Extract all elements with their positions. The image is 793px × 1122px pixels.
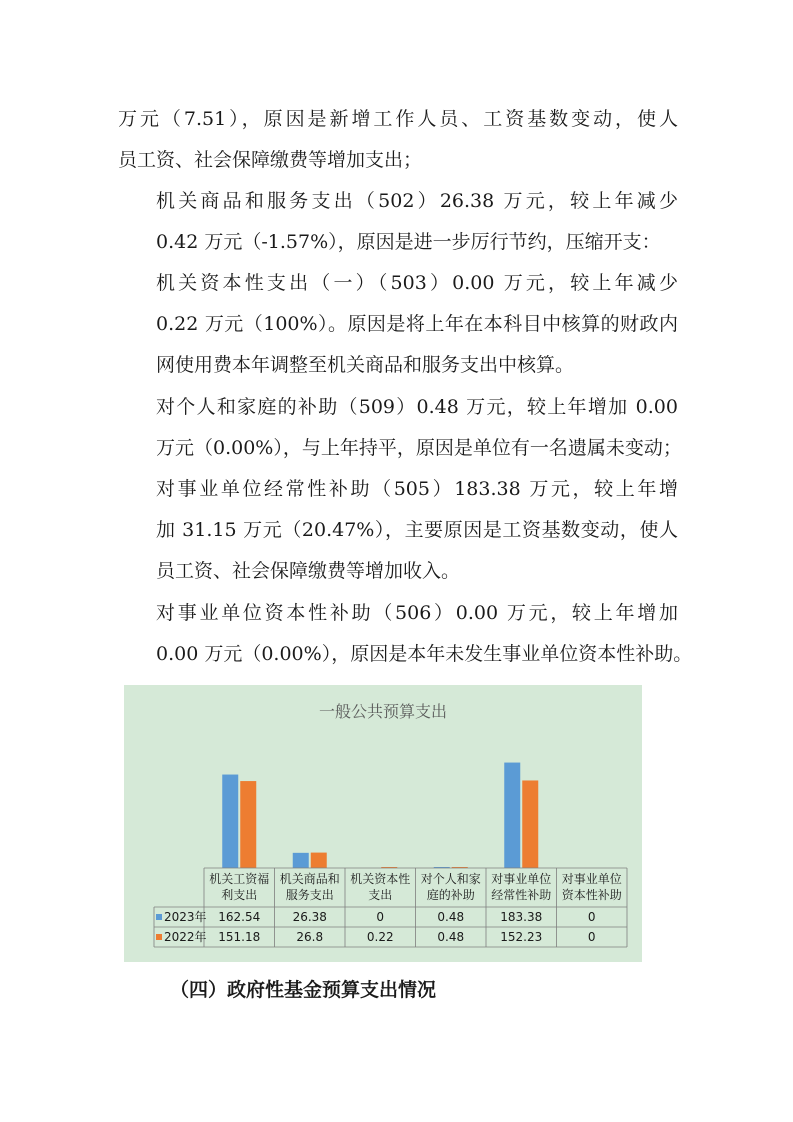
data-value-label: 0	[587, 930, 596, 944]
paragraph-line: 对个人和家庭的补助（509）0.48 万元，较上年增加 0.00	[156, 396, 678, 418]
category-label: 利支出	[221, 888, 258, 902]
data-value-label: 0.48	[437, 930, 465, 944]
legend-label: 2023年	[164, 910, 207, 924]
category-label: 对个人和家	[420, 872, 481, 886]
category-label: 服务支出	[285, 888, 334, 902]
paragraph-line: 0.22 万元（100%）。原因是将上年在本科目中核算的财政内	[156, 313, 678, 335]
category-label: 经常性补助	[491, 888, 552, 902]
paragraph-line: 0.00 万元（0.00%），原因是本年未发生事业单位资本性补助。	[156, 643, 693, 665]
paragraph	[118, 181, 678, 263]
paragraph-line: 0.42 万元（-1.57%），原因是进一步厉行节约，压缩开支：	[156, 231, 661, 253]
data-value-label: 26.8	[296, 930, 324, 944]
paragraph-line: 机关资本性支出（一）（503）0.00 万元，较上年减少	[156, 272, 678, 294]
paragraph	[118, 263, 678, 386]
paragraph-line: 万元（0.00%），与上年持平，原因是单位有一名遗属未变动；	[156, 437, 682, 459]
bar	[522, 780, 538, 868]
paragraph-line: 员工资、社会保障缴费等增加支出；	[118, 149, 423, 171]
data-value-label: 152.23	[500, 930, 543, 944]
data-value-label: 151.18	[218, 930, 261, 944]
data-value-label: 0	[376, 910, 385, 924]
category-label: 机关商品和	[279, 872, 340, 886]
category-label: 对事业单位	[491, 872, 552, 886]
legend-key	[156, 914, 162, 920]
paragraph-line: 加 31.15 万元（20.47%），主要原因是工资基数变动，使人	[156, 519, 678, 541]
paragraph-line: 对事业单位资本性补助（506）0.00 万元，较上年增加	[156, 602, 678, 624]
category-label: 资本性补助	[561, 888, 622, 902]
paragraph	[118, 469, 678, 592]
data-value-label: 183.38	[500, 910, 543, 924]
data-value-label: 0	[587, 910, 596, 924]
bar	[311, 853, 327, 868]
paragraph-line: 万元（7.51），原因是新增工作人员、工资基数变动，使人	[118, 108, 678, 130]
data-value-label: 0.22	[366, 930, 394, 944]
bar	[293, 853, 309, 868]
bar	[222, 775, 238, 868]
legend-key	[156, 934, 162, 940]
paragraph-line: 网使用费本年调整至机关商品和服务支出中核算。	[156, 354, 575, 376]
category-label: 对事业单位	[561, 872, 622, 886]
paragraph-line: 对事业单位经常性补助（505）183.38 万元，较上年增	[156, 478, 678, 500]
paragraph	[118, 387, 682, 469]
category-label: 支出	[368, 888, 393, 902]
legend-label: 2022年	[164, 930, 207, 944]
section-heading: （四）政府性基金预算支出情况	[170, 979, 437, 1001]
paragraph	[118, 99, 678, 181]
bar	[240, 781, 256, 868]
chart-general-public-budget	[124, 685, 642, 962]
chart-title: 一般公共预算支出	[318, 702, 447, 721]
chart-canvas	[124, 685, 642, 962]
paragraph	[118, 593, 693, 675]
bar	[504, 763, 520, 868]
category-label: 机关资本性	[350, 872, 411, 886]
category-label: 机关工资福	[209, 872, 270, 886]
paragraph-line: 员工资、社会保障缴费等增加收入。	[156, 560, 461, 582]
data-value-label: 0.48	[437, 910, 465, 924]
data-value-label: 162.54	[218, 910, 261, 924]
paragraph-line: 机关商品和服务支出（502）26.38 万元，较上年减少	[156, 190, 678, 212]
data-value-label: 26.38	[292, 910, 327, 924]
category-label: 庭的补助	[426, 888, 475, 902]
